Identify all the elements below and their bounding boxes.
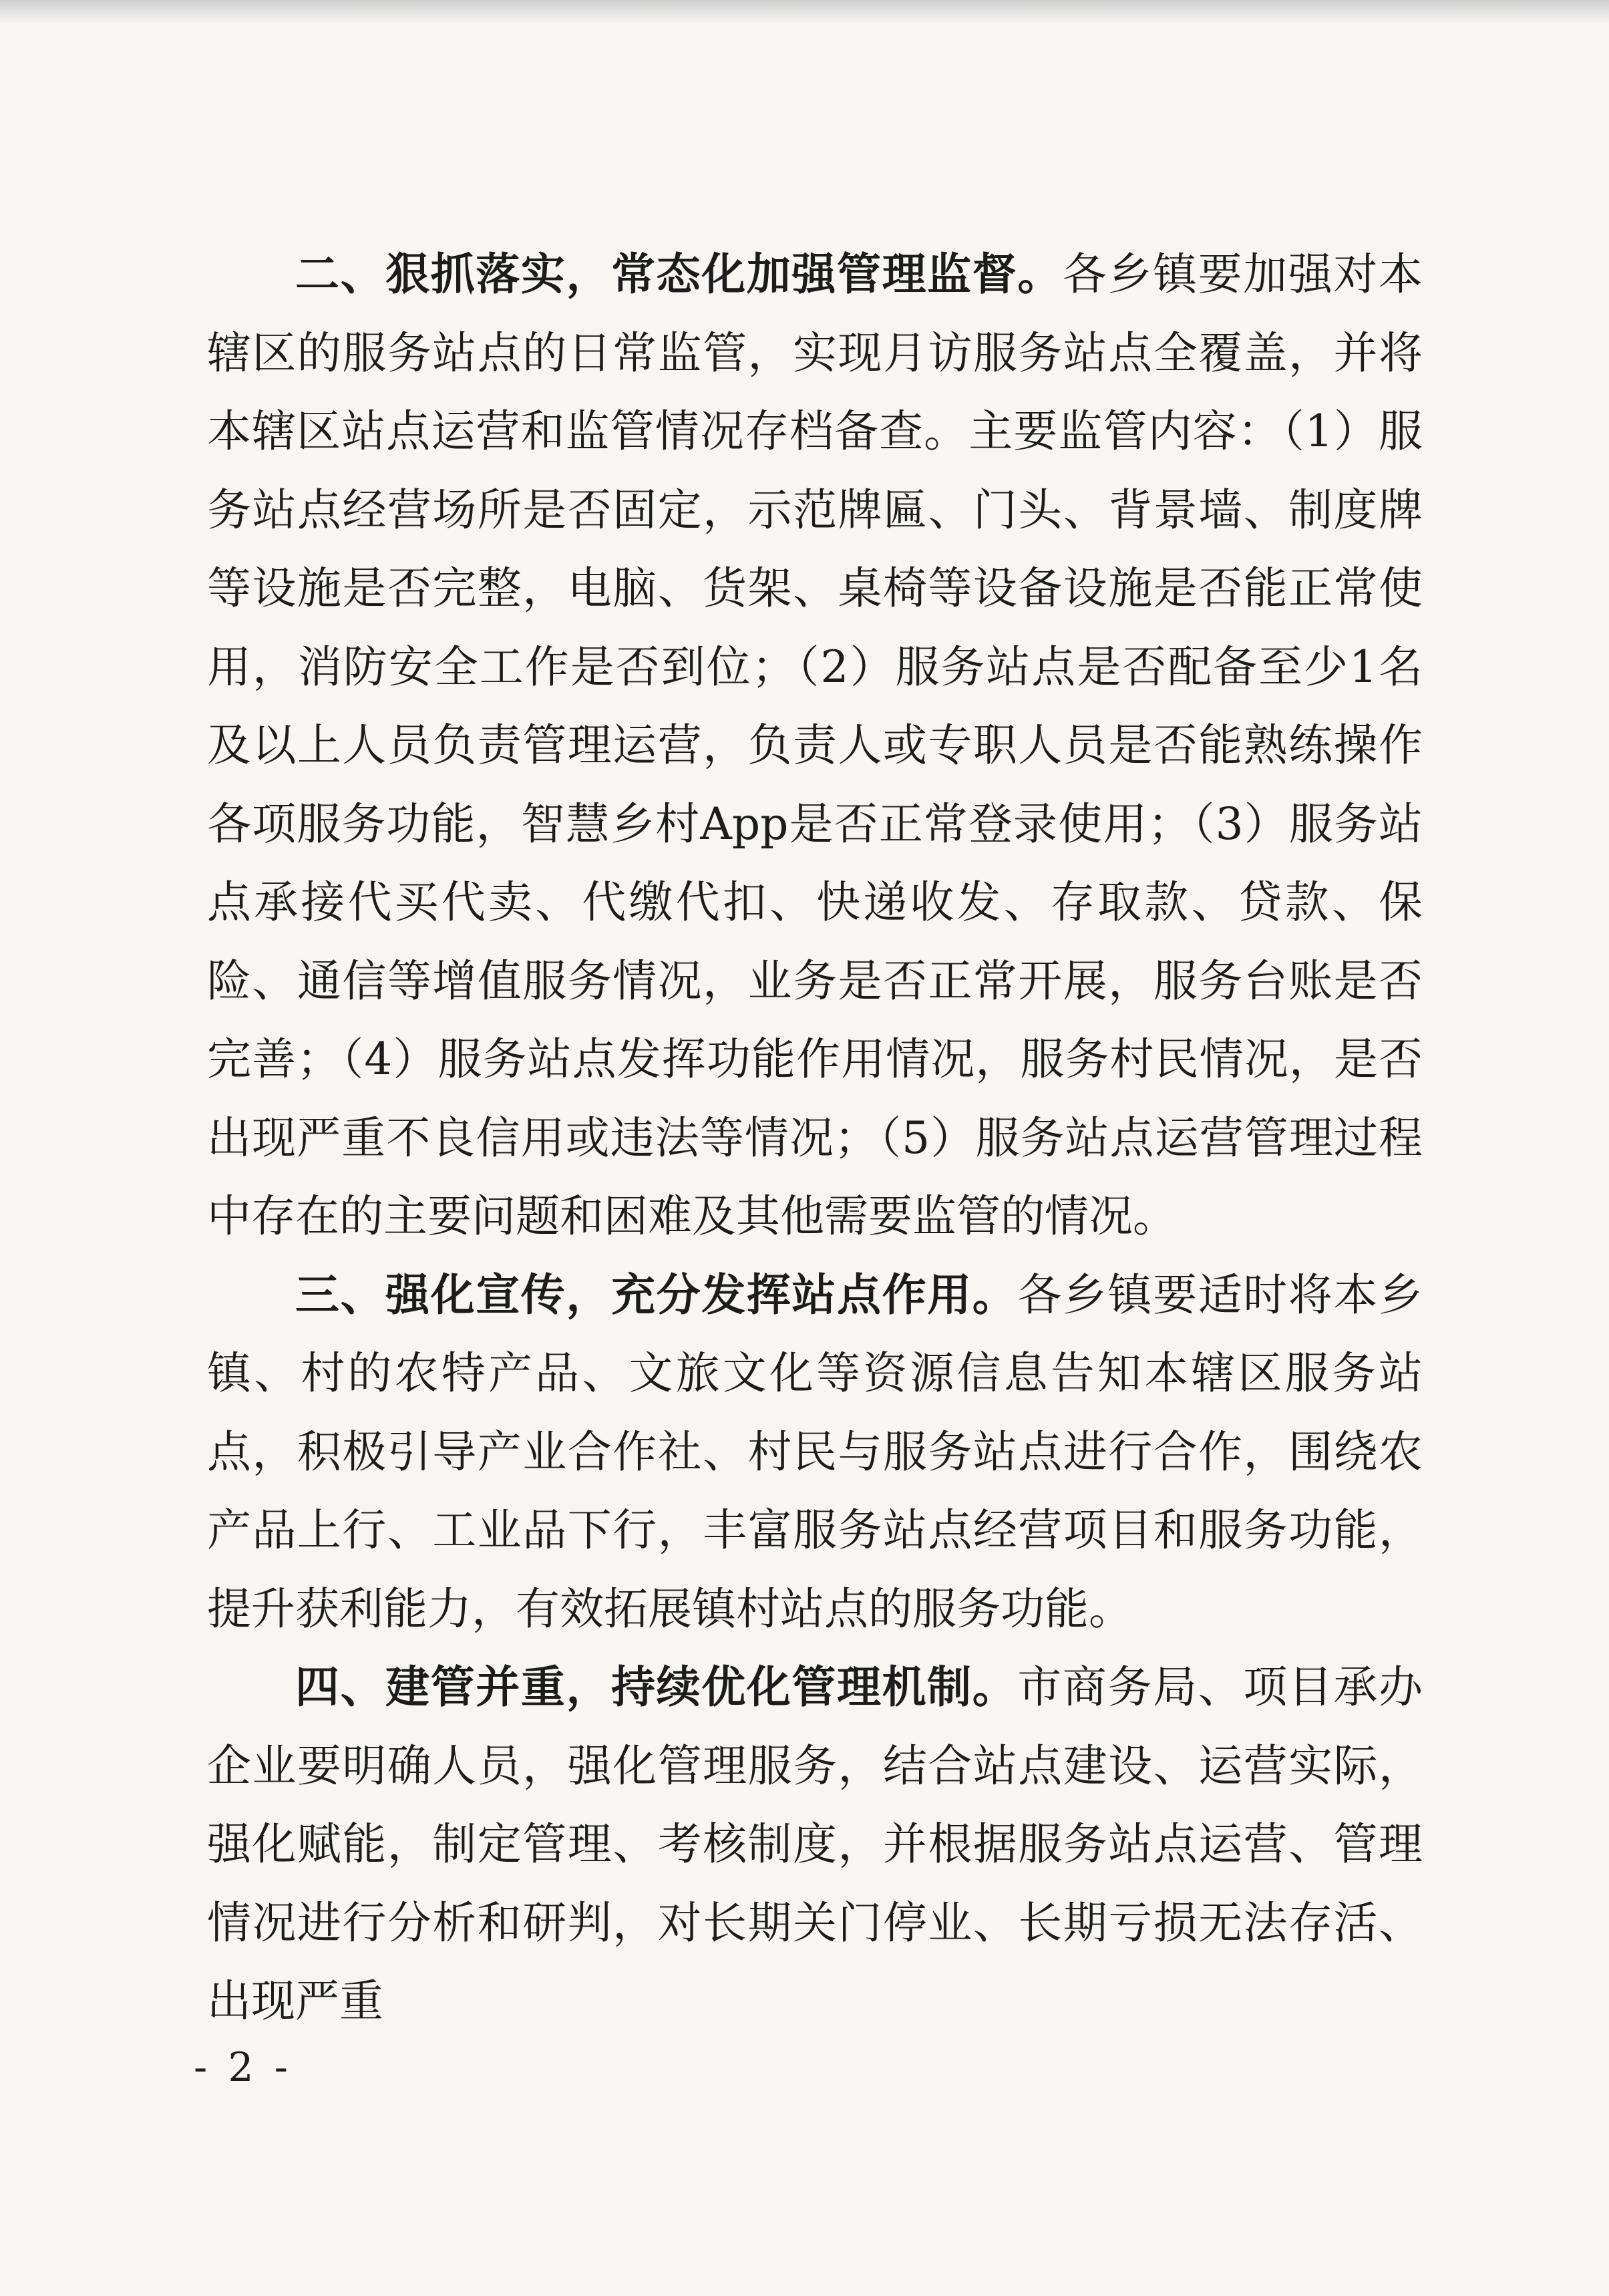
section-2-heading: 二、狠抓落实，常态化加强管理监督。 [295, 249, 1063, 300]
paragraph-section-4 [207, 1648, 1423, 2041]
section-4-text: 市商务局、项目承办企业要明确人员，强化管理服务，结合站点建设、运营实际，强化赋能，制定管理、考核制度，并根据服务站点运营、管理情况进行分析和研判，对长期关门停业、长期亏损无法存活、出现严重 [207, 1661, 1423, 2027]
paragraph-section-2 [207, 235, 1423, 1256]
paragraph-section-3 [207, 1256, 1423, 1649]
section-4-heading: 四、建管并重，持续优化管理机制。 [295, 1661, 1018, 1713]
page-number: - 2 - [194, 2044, 292, 2091]
section-3-heading: 三、强化宣传，充分发挥站点作用。 [295, 1269, 1018, 1321]
scan-edge-shadow [0, 0, 1609, 24]
section-2-text: 各乡镇要加强对本辖区的服务站点的日常监管，实现月访服务站点全覆盖，并将本辖区站点运营和监管情况存档备查。主要监管内容：（1）服务站点经营场所是否固定，示范牌匾、门头、背景墙、制度牌等设施是否完整，电脑、货架、桌椅等设备设施是否能正常使用，消防安全工作是否到位；（2）服务站点是否配备至少1名及以上人员负责管理运营，负责人或专职人员是否能熟练操作各项服务功能，智慧乡村App是否正常登录使用；（3）服务站点承接代买代卖、代缴代扣、快递收发、存取款、贷款、保险、通信等增值服务情况，业务是否正常开展，服务台账是否完善；（4）服务站点发挥功能作用情况，服务村民情况，是否出现严重不良信用或违法等情况；（5）服务站点运营管理过程中存在的主要问题和困难及其他需要监管的情况。 [207, 249, 1423, 1242]
section-3-text: 各乡镇要适时将本乡镇、村的农特产品、文旅文化等资源信息告知本辖区服务站点，积极引导产业合作社、村民与服务站点进行合作，围绕农产品上行、工业品下行，丰富服务站点经营项目和服务功能，提升获利能力，有效拓展镇村站点的服务功能。 [207, 1269, 1423, 1635]
document-body [207, 235, 1423, 2041]
